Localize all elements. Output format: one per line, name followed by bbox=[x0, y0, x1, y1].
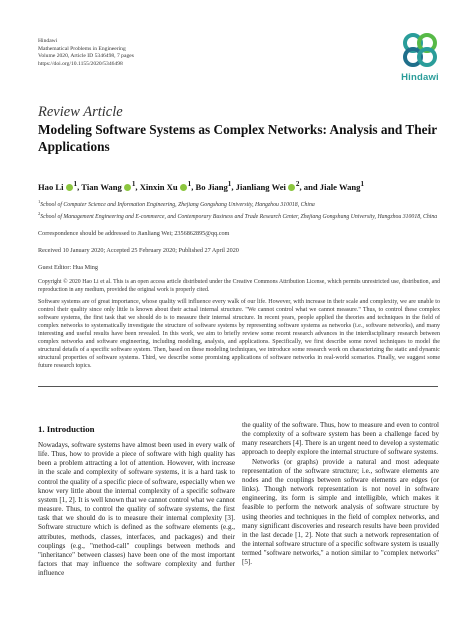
orcid-icon[interactable] bbox=[180, 184, 187, 191]
body-column-right bbox=[242, 421, 439, 568]
article-dates: Received 10 January 2020; Accepted 25 February 2020; Published 27 April 2020 bbox=[38, 247, 239, 254]
journal-name: Mathematical Problems in Engineering bbox=[38, 45, 126, 52]
volume-line: Volume 2020, Article ID 5346498, 7 pages bbox=[38, 53, 134, 60]
article-title: Modeling Software Systems as Complex Networks: Analysis and Their Applications bbox=[38, 122, 437, 154]
author: Hao Li $^1$ bbox=[38, 180, 78, 192]
author: Jianliang Wei $^2$ bbox=[235, 180, 300, 192]
body-paragraph: the quality of the software. Thus, how to measure and even to control the complexity of a software system has been a challenge faced by many researchers [4]. There is an urgent need to develop a systematic approach to deeply explore the internal structure of software systems. bbox=[242, 421, 439, 457]
author: Tian Wang $^1$ bbox=[81, 180, 136, 192]
section-heading: 1. Introduction bbox=[38, 424, 95, 434]
body-column-left bbox=[38, 441, 235, 578]
guest-editor: Guest Editor: Hua Ming bbox=[38, 264, 98, 271]
correspondence: Correspondence should be addressed to Jianliang Wei; 2356862895@qq.com bbox=[38, 230, 230, 237]
author: Jiale Wang$^1$ bbox=[319, 180, 365, 192]
affiliations bbox=[38, 198, 440, 221]
publisher-name: Hindawi bbox=[38, 38, 58, 44]
body-paragraph: Nowadays, software systems have almost been used in every walk of life. Thus, how to provide a piece of software with high quality has been a problem attracting a lot of attention. However, with increase in the scale and complexity of software systems, it is a hard task to control the quality of a specific piece of software, especially when we know very little about the internal complexity of a specific software system [1, 2]. It is well known that we cannot control what we cannot measure. Thus, to control the quality of software systems, the first task that we should do is to measure their internal complexity [3]. Software structure which is defined as the software elements (e.g., attributes, methods, classes, interfaces, and packages) and their couplings (e.g., "method-call" couplings between methods and "inheritance" between classes) have been one of the most important factors that may influence the software complexity and further influence bbox=[38, 441, 235, 578]
doi-link[interactable]: https://doi.org/10.1155/2020/5346498 bbox=[38, 60, 123, 67]
orcid-icon[interactable] bbox=[66, 184, 73, 191]
divider bbox=[38, 386, 438, 387]
author: Xinxin Xu $^1$ bbox=[139, 180, 192, 192]
affiliation: $^2$School of Management Engineering and E-commerce, and Contemporary Business and Trade Research Center, Zhejiang Gongshang University, Hangzhou 310018, China bbox=[38, 210, 438, 220]
author-list: Hao Li $^1$, Tian Wang $^1$, Xinxin Xu $^1$, Bo Jiang$^1$, Jianliang Wei $^2$, and Jiale Wang$^1$ bbox=[38, 180, 365, 192]
hindawi-logo bbox=[396, 32, 444, 83]
orcid-icon[interactable] bbox=[288, 184, 295, 191]
copyright-notice: Copyright © 2020 Hao Li et al. This is an open access article distributed under the Creative Commons Attribution License, which permits unrestricted use, distribution, and reproduction in any medium, provided the original work is properly cited. bbox=[38, 279, 440, 293]
orcid-icon[interactable] bbox=[124, 184, 131, 191]
article-type: Review Article bbox=[38, 104, 123, 120]
author: Bo Jiang$^1$ bbox=[195, 180, 232, 192]
body-paragraph: Networks (or graphs) provide a natural and most adequate representation of the software structure; i.e., software elements are nodes and the couplings between software elements are edges (or links). Though network representation is not novel in software engineering, its form is simple and intelligible, which makes it feasible to perform the network analysis of software structure by using theories and techniques in the field of complex networks, and many significant discoveries and research results have been provided in the last decade [1, 2]. Note that such a network representation of the internal software structure of a specific software system is usually termed "software networks," a notion similar to "complex networks" [5]. bbox=[242, 457, 439, 567]
affiliation: $^1$School of Computer Science and Information Engineering, Zhejiang Gongshang University, Hangzhou 310018, China bbox=[38, 199, 315, 208]
abstract: Software systems are of great importance, whose quality will influence every walk of our life. However, with increase in their scale and complexity, we are unable to control their quality since only little is known about their actual internal structure. "We cannot control what we cannot measure." Thus, to control these complex software systems, the first task that we should do is to measure their internal structure. In recent years, people applied the theories and techniques in the field of complex networks to systematically investigate the structure of software systems by representing software systems as networks (i.e., software networks), and many interesting and useful results have been revealed. In this work, we aim to briefly review some recent research advances in the interdisciplinary research between complex networks and software engineering, including modeling, analysis, and applications. Specifically, we first describe some novel techniques to model the structural details of a specific software system. Then, based on these modeling techniques, we introduce some research work on characterizing the static and dynamic structural properties of software systems. Third, we describe some promising applications of software networks in real-world scenarios. Finally, we suggest some future research topics. bbox=[38, 299, 440, 369]
hindawi-logo-icon bbox=[396, 32, 444, 70]
journal-meta bbox=[38, 38, 134, 68]
logo-wordmark: Hindawi bbox=[401, 72, 439, 83]
